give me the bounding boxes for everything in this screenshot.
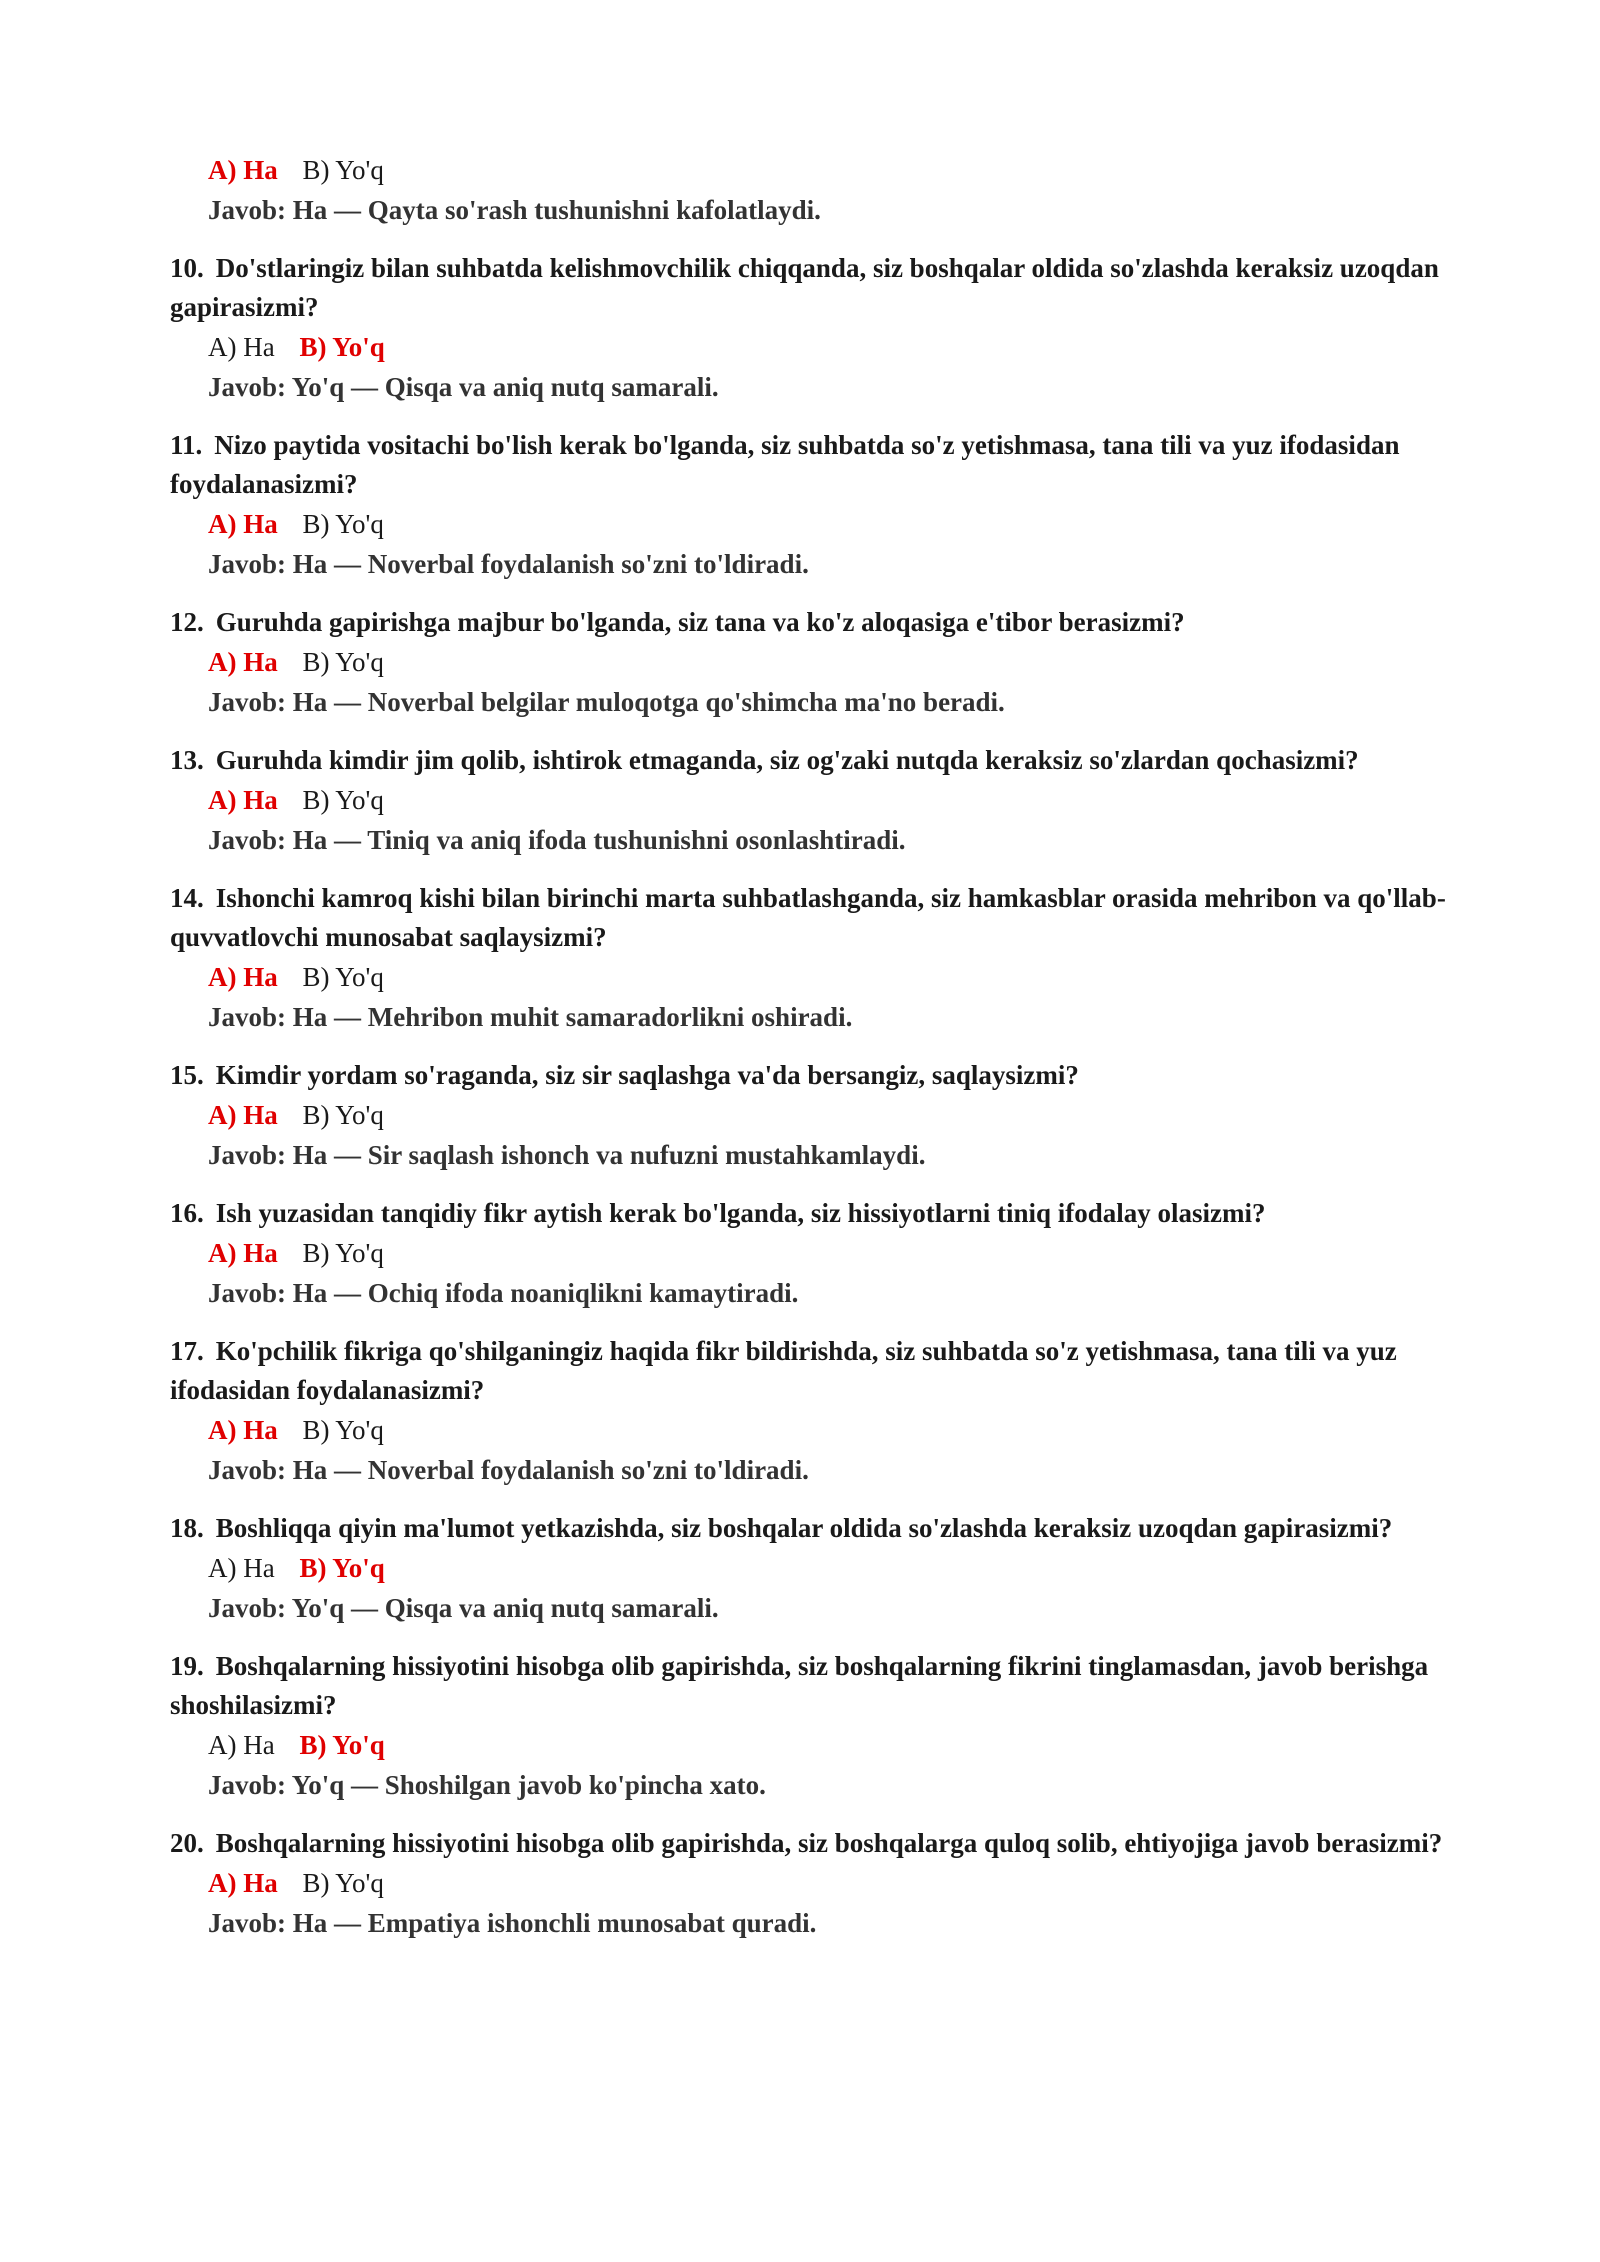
- question-block-15: [170, 1056, 1450, 1176]
- answer-text: Javob: Ha — Qayta so'rash tushunishni kafolatlaydi.: [208, 195, 821, 225]
- question-number: 15.: [170, 1060, 204, 1090]
- question-body: Boshqalarning hissiyotini hisobga olib gapirishda, siz boshqalarga quloq solib, ehtiyojiga javob berasizmi?: [215, 1828, 1443, 1858]
- options-row: [208, 1233, 1450, 1273]
- option-b: B) Yo'q: [302, 1238, 384, 1268]
- question-text: [170, 1056, 1450, 1095]
- question-block-19: [170, 1647, 1450, 1806]
- options-row: [208, 780, 1450, 820]
- options-row: [208, 327, 1450, 367]
- question-text: [170, 1332, 1450, 1410]
- question-text: [170, 1194, 1450, 1233]
- question-number: 18.: [170, 1513, 204, 1543]
- question-body: Ishonchi kamroq kishi bilan birinchi marta suhbatlashganda, siz hamkasblar orasida mehribon va qo'llab-quvvatlovchi munosabat saqlaysizmi?: [170, 883, 1446, 952]
- question-body: Boshliqqa qiyin ma'lumot yetkazishda, siz boshqalar oldida so'zlashda keraksiz uzoqdan gapirasizmi?: [215, 1513, 1393, 1543]
- options-row: [208, 957, 1450, 997]
- question-number: 13.: [170, 745, 204, 775]
- answer-text: Javob: Ha — Noverbal foydalanish so'zni to'ldiradi.: [208, 549, 809, 579]
- options-row: [208, 1095, 1450, 1135]
- options-row: [208, 1548, 1450, 1588]
- answer-text: Javob: Yo'q — Qisqa va aniq nutq samarali.: [208, 1593, 719, 1623]
- answer-text: Javob: Yo'q — Qisqa va aniq nutq samarali.: [208, 372, 719, 402]
- option-a-correct: A) Ha: [208, 155, 278, 185]
- question-block-20: [170, 1824, 1450, 1944]
- question-block-18: [170, 1509, 1450, 1629]
- question-block-14: [170, 879, 1450, 1038]
- question-text: [170, 879, 1450, 957]
- option-b: B) Yo'q: [302, 785, 384, 815]
- option-a-correct: A) Ha: [208, 785, 278, 815]
- option-b: B) Yo'q: [302, 155, 384, 185]
- option-b-correct: B) Yo'q: [299, 1730, 385, 1760]
- option-a-correct: A) Ha: [208, 1868, 278, 1898]
- option-a: A) Ha: [208, 1553, 275, 1583]
- question-block-9-tail: [170, 150, 1450, 231]
- question-list: [170, 249, 1450, 1944]
- question-text: [170, 1647, 1450, 1725]
- option-b: B) Yo'q: [302, 1868, 384, 1898]
- answer-text: Javob: Ha — Noverbal foydalanish so'zni to'ldiradi.: [208, 1455, 809, 1485]
- question-number: 17.: [170, 1336, 204, 1366]
- answer-text: Javob: Ha — Ochiq ifoda noaniqlikni kamaytiradi.: [208, 1278, 799, 1308]
- question-number: 16.: [170, 1198, 204, 1228]
- quiz-page: [170, 150, 1450, 1944]
- question-number: 14.: [170, 883, 204, 913]
- question-text: [170, 603, 1450, 642]
- option-a-correct: A) Ha: [208, 962, 278, 992]
- question-block-10: [170, 249, 1450, 408]
- answer-text: Javob: Ha — Empatiya ishonchli munosabat quradi.: [208, 1908, 817, 1938]
- options-row: [208, 1410, 1450, 1450]
- option-a-correct: A) Ha: [208, 1100, 278, 1130]
- option-a-correct: A) Ha: [208, 509, 278, 539]
- question-body: Guruhda gapirishga majbur bo'lganda, siz tana va ko'z aloqasiga e'tibor berasizmi?: [215, 607, 1185, 637]
- option-b: B) Yo'q: [302, 647, 384, 677]
- question-text: [170, 741, 1450, 780]
- question-body: Guruhda kimdir jim qolib, ishtirok etmaganda, siz og'zaki nutqda keraksiz so'zlardan qochasizmi?: [215, 745, 1359, 775]
- answer-text: Javob: Ha — Mehribon muhit samaradorlikni oshiradi.: [208, 1002, 853, 1032]
- option-b: B) Yo'q: [302, 1100, 384, 1130]
- option-b-correct: B) Yo'q: [299, 1553, 385, 1583]
- question-body: Boshqalarning hissiyotini hisobga olib gapirishda, siz boshqalarning fikrini tinglamasdan, javob berishga shoshilasizmi?: [170, 1651, 1429, 1720]
- answer-text: Javob: Ha — Sir saqlash ishonch va nufuzni mustahkamlaydi.: [208, 1140, 926, 1170]
- option-a-correct: A) Ha: [208, 1415, 278, 1445]
- question-block-17: [170, 1332, 1450, 1491]
- options-row: [208, 1725, 1450, 1765]
- question-body: Nizo paytida vositachi bo'lish kerak bo'lganda, siz suhbatda so'z yetishmasa, tana tili va yuz ifodasidan foydalanasizmi?: [170, 430, 1400, 499]
- option-a-correct: A) Ha: [208, 647, 278, 677]
- options-row: [208, 504, 1450, 544]
- options-row: [208, 642, 1450, 682]
- question-number: 20.: [170, 1828, 204, 1858]
- option-b: B) Yo'q: [302, 1415, 384, 1445]
- question-text: [170, 249, 1450, 327]
- option-a: A) Ha: [208, 1730, 275, 1760]
- options-row: [208, 1863, 1450, 1903]
- option-b: B) Yo'q: [302, 509, 384, 539]
- question-body: Kimdir yordam so'raganda, siz sir saqlashga va'da bersangiz, saqlaysizmi?: [215, 1060, 1079, 1090]
- question-number: 10.: [170, 253, 204, 283]
- option-b: B) Yo'q: [302, 962, 384, 992]
- answer-text: Javob: Yo'q — Shoshilgan javob ko'pincha xato.: [208, 1770, 766, 1800]
- question-text: [170, 1824, 1450, 1863]
- question-number: 11.: [170, 430, 203, 460]
- answer-text: Javob: Ha — Tiniq va aniq ifoda tushunishni osonlashtiradi.: [208, 825, 906, 855]
- question-number: 12.: [170, 607, 204, 637]
- answer-text: Javob: Ha — Noverbal belgilar muloqotga qo'shimcha ma'no beradi.: [208, 687, 1005, 717]
- option-a: A) Ha: [208, 332, 275, 362]
- question-block-16: [170, 1194, 1450, 1314]
- option-a-correct: A) Ha: [208, 1238, 278, 1268]
- question-text: [170, 426, 1450, 504]
- question-text: [170, 1509, 1450, 1548]
- question-body: Ko'pchilik fikriga qo'shilganingiz haqida fikr bildirishda, siz suhbatda so'z yetishmasa, tana tili va yuz ifodasidan foydalanasizmi?: [170, 1336, 1397, 1405]
- question-block-11: [170, 426, 1450, 585]
- options-row: [208, 150, 1450, 190]
- question-number: 19.: [170, 1651, 204, 1681]
- question-block-13: [170, 741, 1450, 861]
- question-body: Ish yuzasidan tanqidiy fikr aytish kerak bo'lganda, siz hissiyotlarni tiniq ifodalay olasizmi?: [215, 1198, 1266, 1228]
- question-body: Do'stlaringiz bilan suhbatda kelishmovchilik chiqqanda, siz boshqalar oldida so'zlashda keraksiz uzoqdan gapirasizmi?: [170, 253, 1439, 322]
- question-block-12: [170, 603, 1450, 723]
- option-b-correct: B) Yo'q: [299, 332, 385, 362]
